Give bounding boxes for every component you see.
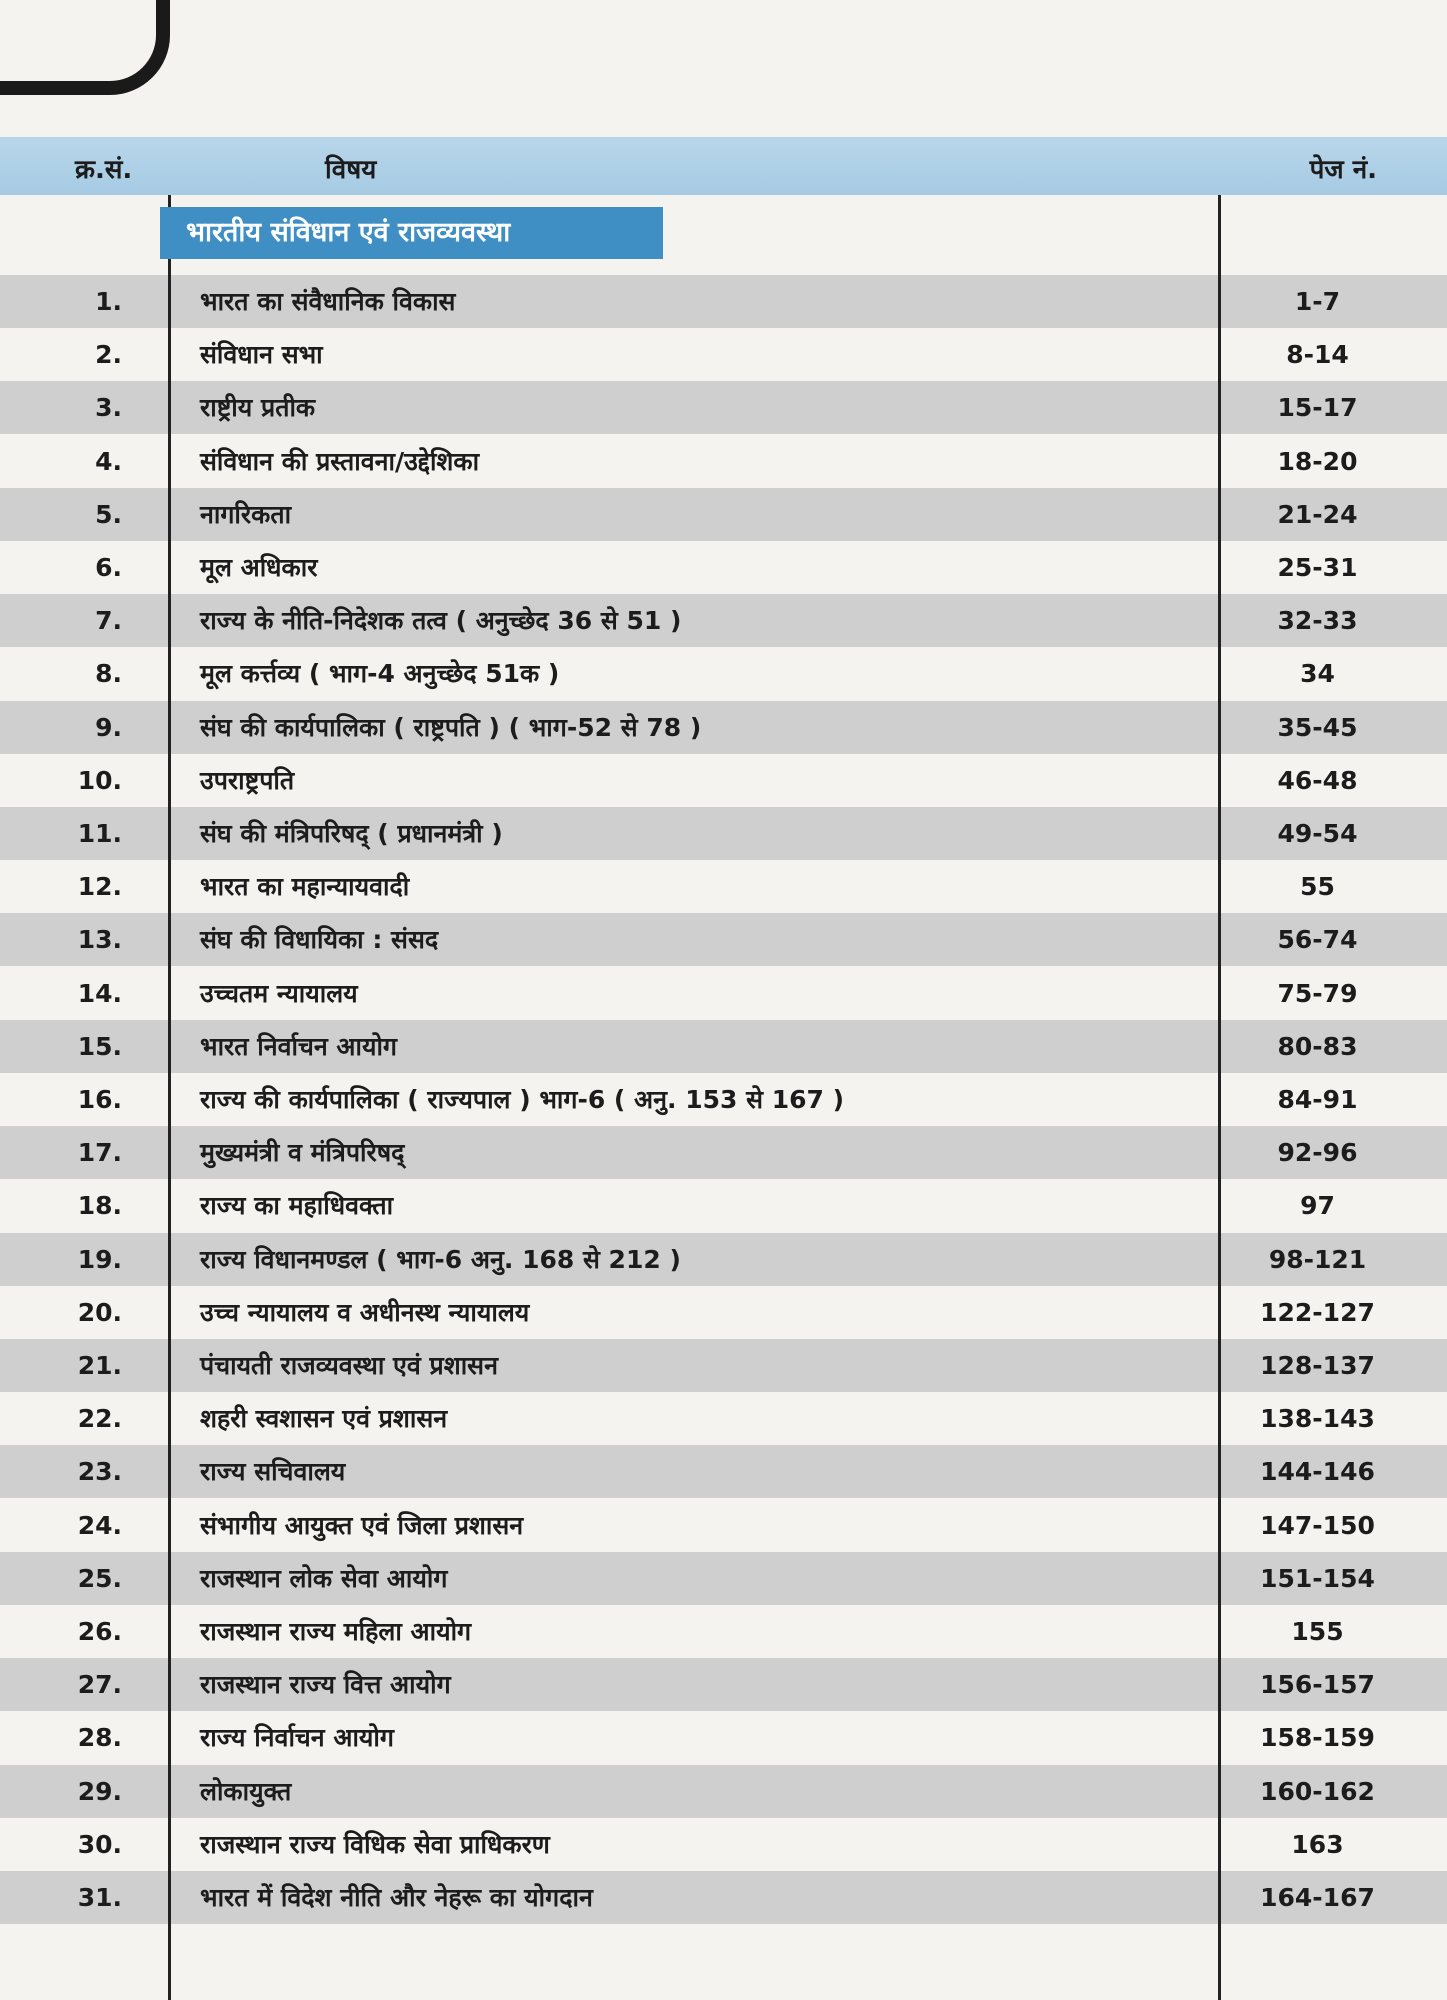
row-page: 144-146 [1260,1457,1375,1487]
table-row [0,860,1447,913]
row-number: 6. [95,553,122,582]
row-page: 32-33 [1277,606,1358,636]
row-subject: मूल अधिकार [200,553,318,582]
row-page: 98-121 [1268,1244,1367,1274]
row-subject: राज्य के नीति-निदेशक तत्व ( अनुच्छेद 36 से 51 ) [200,606,682,636]
table-row [0,967,1447,1020]
row-number: 19. [77,1244,122,1274]
table-row [0,435,1447,488]
row-subject: संघ की मंत्रिपरिषद् ( प्रधानमंत्री ) [200,819,503,848]
row-page: 34 [1300,659,1335,689]
row-number: 2. [95,340,122,370]
table-row [0,1339,1447,1392]
row-page: 35-45 [1277,712,1358,742]
row-subject: संविधान की प्रस्तावना/उद्देशिका [200,446,480,476]
row-number: 12. [77,872,122,902]
row-page: 80-83 [1277,1031,1358,1061]
row-page: 56-74 [1277,925,1358,955]
table-row [0,1286,1447,1339]
table-row [0,1233,1447,1286]
table-row [0,807,1447,860]
row-page: 122-127 [1260,1297,1375,1327]
row-number: 10. [77,765,122,795]
row-page: 163 [1291,1829,1344,1859]
table-row [0,594,1447,647]
table-row [0,1658,1447,1711]
row-number: 18. [77,1191,122,1221]
row-page: 15-17 [1277,393,1358,423]
row-number: 3. [95,393,122,423]
table-row [0,328,1447,381]
header-number: क्र.सं. [75,155,133,185]
table-row [0,1073,1447,1126]
row-number: 20. [77,1297,122,1327]
row-number: 14. [77,978,122,1008]
row-page: 155 [1291,1617,1344,1646]
row-subject: राजस्थान राज्य विधिक सेवा प्राधिकरण [200,1829,550,1859]
table-row [0,1605,1447,1658]
row-number: 26. [77,1617,122,1646]
row-subject: संभागीय आयुक्त एवं जिला प्रशासन [200,1510,524,1540]
row-subject: राज्य विधानमण्डल ( भाग-6 अनु. 168 से 212 ) [200,1244,681,1274]
table-row [0,381,1447,434]
table-row [0,1392,1447,1445]
row-number: 24. [77,1510,122,1540]
table-row [0,1552,1447,1605]
row-number: 22. [77,1404,122,1434]
row-subject: राज्य सचिवालय [200,1457,346,1487]
row-subject: भारत का महान्यायवादी [200,872,410,902]
row-number: 8. [95,659,122,689]
row-page: 151-154 [1260,1563,1375,1593]
row-number: 13. [77,925,122,955]
row-subject: राजस्थान राज्य महिला आयोग [200,1617,472,1646]
row-subject: पंचायती राजव्यवस्था एवं प्रशासन [200,1351,498,1380]
row-number: 27. [77,1670,122,1700]
row-page: 18-20 [1277,446,1358,476]
row-number: 17. [77,1138,122,1168]
row-number: 31. [77,1883,122,1912]
row-number: 4. [95,446,122,476]
table-row [0,1445,1447,1498]
column-divider-left [168,195,171,2000]
row-page: 75-79 [1277,978,1358,1008]
row-number: 15. [77,1031,122,1061]
row-subject: मूल कर्त्तव्य ( भाग-4 अनुच्छेद 51क ) [200,659,560,689]
row-subject: राष्ट्रीय प्रतीक [200,393,316,423]
table-row [0,1871,1447,1924]
table-row [0,1126,1447,1179]
table-row [0,647,1447,700]
row-subject: संविधान सभा [200,340,323,370]
row-subject: भारत निर्वाचन आयोग [200,1031,398,1061]
table-row [0,1179,1447,1232]
row-page: 97 [1300,1191,1335,1221]
table-header-bar [0,137,1447,195]
row-subject: भारत का संवैधानिक विकास [200,287,456,316]
row-subject: संघ की विधायिका : संसद [200,925,439,955]
row-subject: राजस्थान राज्य वित्त आयोग [200,1670,451,1700]
row-subject: उच्च न्यायालय व अधीनस्थ न्यायालय [200,1297,530,1327]
row-subject: राजस्थान लोक सेवा आयोग [200,1563,448,1593]
row-number: 25. [77,1563,122,1593]
row-page: 25-31 [1277,553,1358,582]
row-number: 1. [95,287,122,316]
row-subject: नागरिकता [200,499,292,529]
row-page: 46-48 [1277,765,1358,795]
table-row [0,488,1447,541]
table-row [0,1499,1447,1552]
row-page: 8-14 [1286,340,1349,370]
page-corner-decoration [0,0,170,95]
row-subject: राज्य की कार्यपालिका ( राज्यपाल ) भाग-6 ( अनु. 153 से 167 ) [200,1085,845,1114]
table-row [0,1020,1447,1073]
table-row [0,754,1447,807]
row-page: 1-7 [1294,287,1341,316]
row-page: 49-54 [1277,819,1358,848]
row-page: 156-157 [1260,1670,1375,1700]
row-subject: शहरी स्वशासन एवं प्रशासन [200,1404,448,1434]
row-page: 160-162 [1260,1776,1375,1806]
row-subject: उपराष्ट्रपति [200,765,295,795]
row-subject: मुख्यमंत्री व मंत्रिपरिषद् [200,1138,405,1168]
row-number: 16. [77,1085,122,1114]
row-page: 55 [1300,872,1335,902]
row-number: 5. [95,499,122,529]
row-subject: उच्चतम न्यायालय [200,978,358,1008]
row-number: 21. [77,1351,122,1380]
row-page: 128-137 [1260,1351,1375,1380]
row-page: 92-96 [1277,1138,1358,1168]
table-row [0,275,1447,328]
table-row [0,701,1447,754]
row-page: 147-150 [1260,1510,1375,1540]
table-row [0,1818,1447,1871]
row-number: 30. [77,1829,122,1859]
row-number: 28. [77,1723,122,1753]
column-divider-right [1218,195,1221,2000]
row-subject: भारत में विदेश नीति और नेहरू का योगदान [200,1883,593,1912]
table-row [0,541,1447,594]
table-row [0,1711,1447,1764]
row-number: 11. [77,819,122,848]
header-subject: विषय [325,155,377,185]
section-title: भारतीय संविधान एवं राजव्यवस्था [160,207,663,259]
row-subject: लोकायुक्त [200,1776,292,1806]
row-page: 84-91 [1277,1085,1358,1114]
row-subject: राज्य का महाधिवक्ता [200,1191,394,1221]
row-number: 9. [95,712,122,742]
header-page: पेज नं. [1309,155,1377,185]
table-row [0,913,1447,966]
row-subject: राज्य निर्वाचन आयोग [200,1723,394,1753]
row-page: 138-143 [1260,1404,1375,1434]
row-page: 21-24 [1277,499,1358,529]
row-number: 29. [77,1776,122,1806]
row-number: 7. [95,606,122,636]
table-row [0,1765,1447,1818]
row-subject: संघ की कार्यपालिका ( राष्ट्रपति ) ( भाग-52 से 78 ) [200,712,702,742]
row-number: 23. [77,1457,122,1487]
row-page: 164-167 [1260,1883,1375,1912]
row-page: 158-159 [1260,1723,1375,1753]
